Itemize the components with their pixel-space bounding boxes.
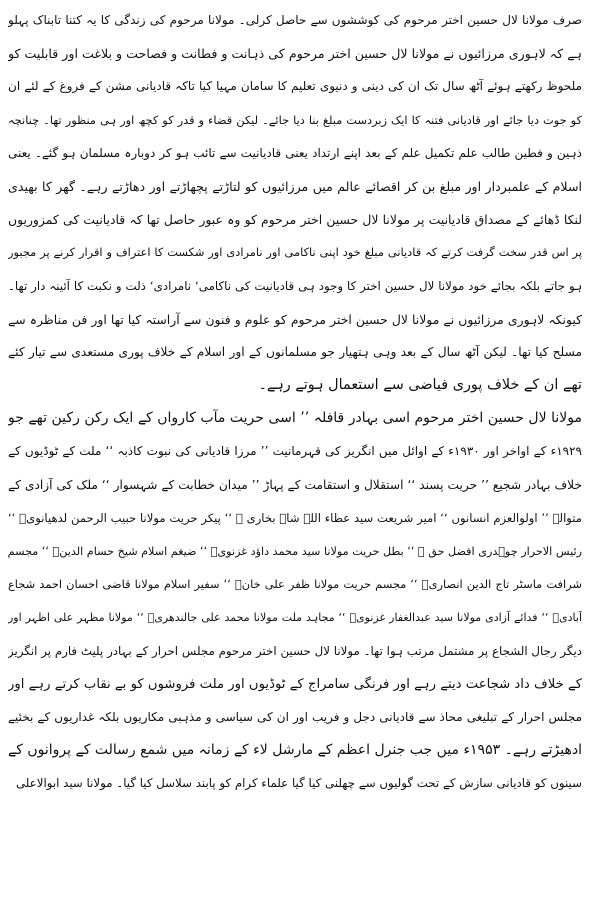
text-line-6: اسلام کے علمبردار اور مبلغ بن کر اقصائے عالم میں مرزائیوں کو لتاڑتے پچھاڑتے اور دھاڑتے رہے۔ گھر کا بھیدی — [8, 178, 582, 194]
text-line-8: پر اس قدر سخت گرفت کرتے کہ قادیانی مبلغ خود اپنی ناکامی اور نامرادی اور شکست کا اعتراف و اقرار کرنے پر مجبور — [8, 245, 582, 260]
text-line-12: تھے ان کے خلاف پوری فیاضی سے استعمال ہوتے رہے۔ — [258, 377, 582, 394]
text-line-14: ۱۹۲۹ء کے اواخر اور ۱۹۳۰ء کے اوائل میں انگریز کی قہرمانیت ’’ مرزا قادیانی کی نبوت کاذبہ ‘‘ ملت کے ٹوڈیوں کے — [8, 444, 582, 459]
text-line-18: شرافت ماسٹر تاج الدین انصاریؒ ‘‘ مجسم حریت مولانا ظفر علی خانؒ ‘‘ سفیر اسلام مولانا قاضی احسان احمد شجاع — [8, 577, 582, 592]
text-line-16: متوالے ’’ اولوالعزم انسانوں ‘‘ امیر شریعت سید عطاء اللہ شاہ بخاری ؒ ‘‘ پیکر حریت مولانا حبیب الرحمن لدھیانویؒ ‘‘ — [8, 510, 582, 525]
text-line-20: دیگر رجال الشجاع پر مشتمل مرتب ہوا تھا۔ مولانا لال حسین اختر مرحوم مجلس احرار کے بہادر پلیٹ فارم پر انگریز — [8, 643, 582, 658]
text-line-22: مجلس احرار کے تبلیغی محاذ سے قادیانی دجل و فریب اور ان کی سیاسی و مذہبی مکاریوں بلکہ غداریوں کے بخئیے — [8, 709, 582, 724]
text-line-13: مولانا لال حسین اختر مرحوم اسی بہادر قافلہ ’’ اسی حریت مآب کارواں کے ایک رکن رکین تھے جو — [8, 410, 582, 427]
text-line-11: مسلح کیا تھا۔ لیکن آٹھ سال کے بعد وہی ہتھیار جو مسلمانوں کے اور اسلام کے خلاف پوری مستعدی سے تیار کئے — [8, 344, 582, 359]
text-line-4: کو جوت دیا جائے اور قادیانی فتنہ کا ایک زبردست مبلغ بنا دیا جائے۔ لیکن قضاء و قدر کو کچھ اور ہی منظور تھا۔ چنانچہ — [8, 112, 582, 127]
text-line-1: صرف مولانا لال حسین اختر مرحوم کی کوششوں سے حاصل کرلی۔ مولانا مرحوم کی زندگی کا یہ کتنا تابناک پہلو — [8, 13, 582, 27]
text-line-17: رئیس الاحرار چوہدری افضل حق ؒ ‘‘ بطل حریت مولانا سید محمد داؤد غزنویؒ ‘‘ ضیغم اسلام شیخ حسام الدینؒ ‘‘ مجسم — [8, 545, 582, 558]
text-line-23: ادھیڑتے رہے۔ ۱۹۵۳ء میں جب جنرل اعظم کے مارشل لاء کے زمانہ میں شمع رسالت کے پروانوں کے — [8, 742, 582, 759]
text-line-3: ملحوظ رکھتے ہوئے آٹھ سال تک ان کی دینی و دنیوی تعلیم کا سامان مہیا کیا تاکہ قادیانی مشن کے فروغ کے لئے ان — [8, 79, 582, 94]
text-line-15: خلاف بہادر شجیع ’’ حریت پسند ‘‘ استقلال و استقامت کے پہاڑ ’’ میدان خطابت کے شہسوار ‘‘ ملک کی آزادی کے — [8, 477, 582, 492]
text-line-19: آبادیؒ ‘‘ فدائے آزادی مولانا سید عبدالغفار غزنویؒ ‘‘ مجاہد ملت مولانا محمد علی جالندھریؒ ‘‘ مولانا مظہر علی اظہر اور — [8, 611, 582, 625]
text-line-24: سینوں کو قادیانی سازش کے تحت گولیوں سے چھلنی کیا گیا علماء کرام کو پابند سلاسل کیا گیا۔ مولانا سید ابوالاعلی — [15, 776, 582, 791]
text-line-5: ذہین و فطین طالب علم تکمیل علم کے بعد اپنے ارتداد یعنی قادیانیت سے تائب ہو کر دوبارہ مسلمان ہو گئے۔ یعنی — [8, 145, 582, 160]
text-line-2: ہے کہ لاہوری مرزائیوں نے مولانا لال حسین اختر مرحوم کی ذہانت و فطانت و فصاحت و بلاغت اور قابلیت کو — [8, 46, 582, 62]
text-line-10: کیونکہ لاہوری مرزائیوں نے مولانا لال حسین اختر مرحوم کو علوم و فنون سے آراستہ کیا تھا اور فن مناظرہ سے — [8, 311, 582, 327]
text-line-21: کے خلاف داد شجاعت دیتے رہے اور فرنگی سامراج کے ٹوڈیوں اور ملت فروشوں کو بے نقاب کرتے رہے اور — [8, 676, 582, 692]
text-line-7: لنکا ڈھائے کے مصداق قادیانیت پر مولانا لال حسین اختر مرحوم کو وہ عبور حاصل تھا کہ قادیانیت کی کمزوریوں — [8, 212, 582, 228]
text-line-9: ہو جاتے بلکہ بجائے خود مولانا لال حسین اختر کا وجود ہی قادیانیت کی ناکامی‘ نامرادی‘ ذلت و نکبت کا آئینہ دار تھا۔ — [8, 278, 582, 293]
